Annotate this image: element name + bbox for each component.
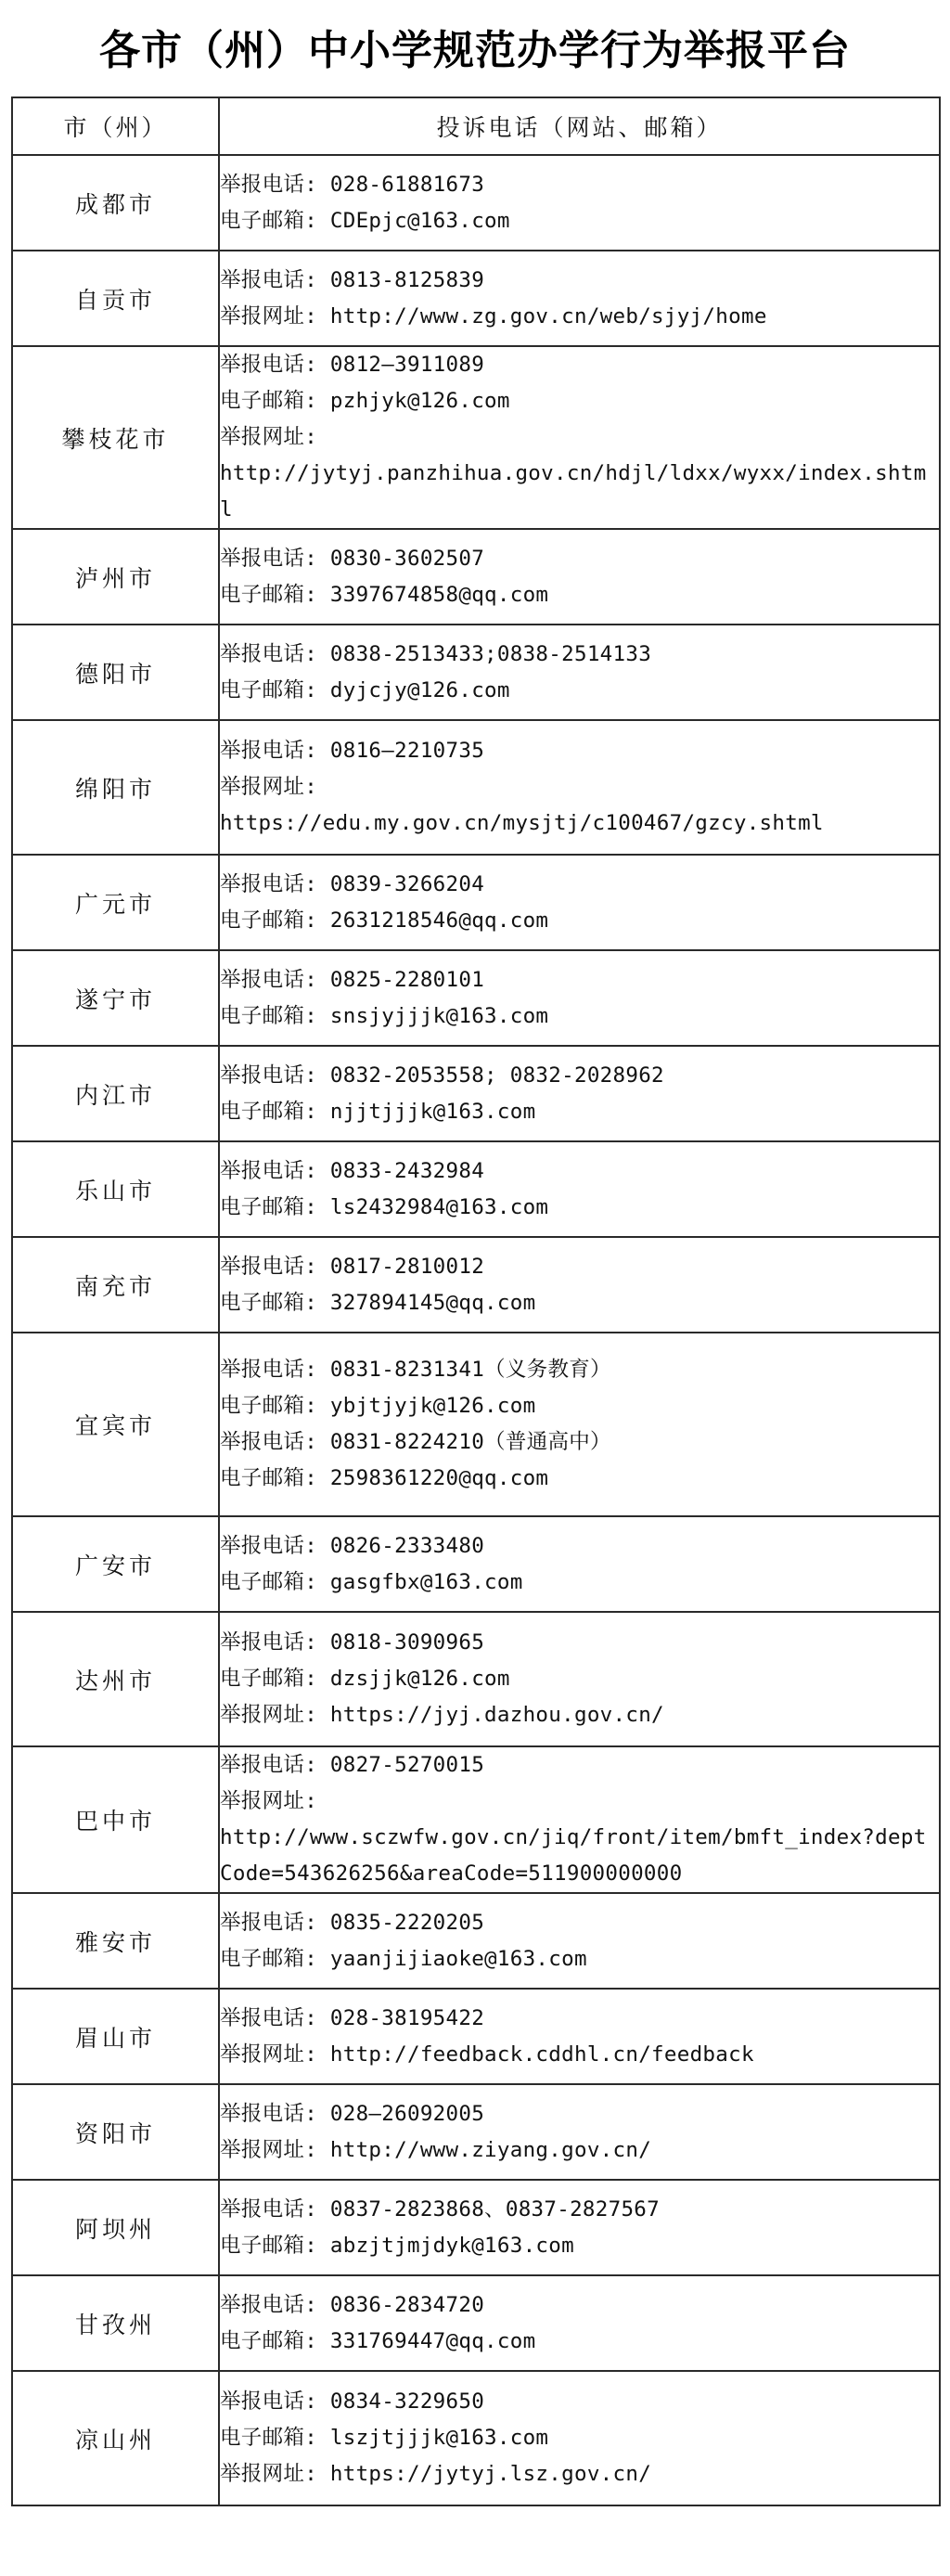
contact-line: 举报网址: — [220, 1789, 318, 1813]
contact-line: 电子邮箱: 327894145@qq.com — [220, 1290, 536, 1315]
contact-info — [219, 1746, 940, 1893]
contact-line: 举报网址: — [220, 775, 318, 799]
city-name: 广元市 — [12, 855, 219, 950]
city-name: 宜宾市 — [12, 1333, 219, 1516]
contact-line: 举报网址: http://feedback.cddhl.cn/feedback — [220, 2041, 754, 2067]
contact-line: 电子邮箱: pzhjyk@126.com — [220, 389, 510, 413]
city-name: 内江市 — [12, 1046, 219, 1141]
contact-info — [219, 1237, 940, 1333]
contact-info — [219, 1516, 940, 1612]
contact-line: 举报电话: 0831-8231341（义务教育） — [220, 1358, 611, 1382]
city-name: 德阳市 — [12, 625, 219, 720]
table-row — [12, 2275, 940, 2371]
contact-info — [219, 720, 940, 855]
contact-info — [219, 529, 940, 625]
contact-info — [219, 1893, 940, 1989]
contact-info — [219, 155, 940, 251]
header-contact: 投诉电话（网站、邮箱） — [219, 97, 940, 155]
city-name: 达州市 — [12, 1612, 219, 1746]
contact-line: 举报电话: 0825-2280101 — [220, 967, 485, 992]
city-name: 泸州市 — [12, 529, 219, 625]
table-row — [12, 155, 940, 251]
contact-line: 举报电话: 0816—2210735 — [220, 739, 485, 763]
city-name: 雅安市 — [12, 1893, 219, 1989]
contact-line: 举报电话: 0832-2053558; 0832-2028962 — [220, 1063, 664, 1088]
city-name: 眉山市 — [12, 1989, 219, 2084]
table-row — [12, 1612, 940, 1746]
contact-line: https://edu.my.gov.cn/mysjtj/c100467/gzcy.shtml — [220, 811, 824, 835]
table-row — [12, 2371, 940, 2505]
contact-line: 举报网址: — [220, 425, 318, 449]
table-row — [12, 1516, 940, 1612]
contact-info — [219, 855, 940, 950]
table-body — [12, 155, 940, 2505]
contact-line: 电子邮箱: lszjtjjjk@163.com — [220, 2426, 549, 2450]
contact-info — [219, 346, 940, 529]
table-row — [12, 625, 940, 720]
contact-line: 举报电话: 0826-2333480 — [220, 1533, 485, 1558]
contact-line: 举报电话: 0837-2823868、0837-2827567 — [220, 2196, 660, 2222]
city-name: 成都市 — [12, 155, 219, 251]
contact-line: 电子邮箱: gasgfbx@163.com — [220, 1569, 523, 1594]
contact-line: 举报网址: http://www.ziyang.gov.cn/ — [220, 2137, 652, 2162]
contact-info — [219, 2275, 940, 2371]
contact-line: 举报电话: 028-61881673 — [220, 172, 485, 197]
contact-info — [219, 1333, 940, 1516]
table-row — [12, 2084, 940, 2180]
contact-line: 电子邮箱: ybjtjyjk@126.com — [220, 1394, 536, 1418]
contact-line: 电子邮箱: 2598361220@qq.com — [220, 1466, 549, 1490]
table-row — [12, 529, 940, 625]
contact-line: 电子邮箱: snsjyjjjk@163.com — [220, 1003, 549, 1028]
table-row — [12, 2180, 940, 2275]
city-name: 甘孜州 — [12, 2275, 219, 2371]
city-name: 资阳市 — [12, 2084, 219, 2180]
contact-line: 电子邮箱: 2631218546@qq.com — [220, 908, 549, 933]
city-name: 阿坝州 — [12, 2180, 219, 2275]
contact-line: 举报电话: 0831-8224210（普通高中） — [220, 1430, 611, 1454]
contact-line: 电子邮箱: CDEpjc@163.com — [220, 208, 510, 233]
contact-line: 电子邮箱: njjtjjjk@163.com — [220, 1099, 536, 1124]
contact-line: 举报电话: 0813-8125839 — [220, 267, 485, 292]
table-row — [12, 1046, 940, 1141]
contact-line: http://www.sczwfw.gov.cn/jiq/front/item/bmft_index?deptCode=543626256&areaCode=511900000000 — [220, 1825, 927, 1886]
table-row — [12, 1989, 940, 2084]
city-name: 巴中市 — [12, 1746, 219, 1893]
contact-line: 举报电话: 0830-3602507 — [220, 546, 485, 571]
city-name: 乐山市 — [12, 1141, 219, 1237]
contact-info — [219, 1046, 940, 1141]
city-name: 南充市 — [12, 1237, 219, 1333]
contact-line: 电子邮箱: 331769447@qq.com — [220, 2328, 536, 2353]
table-row — [12, 1141, 940, 1237]
contact-line: 举报电话: 0839-3266204 — [220, 871, 485, 896]
contact-line: 举报电话: 0827-5270015 — [220, 1753, 485, 1777]
contact-line: 举报电话: 028-38195422 — [220, 2005, 485, 2030]
contact-info — [219, 251, 940, 346]
city-name: 遂宁市 — [12, 950, 219, 1046]
contact-info — [219, 2180, 940, 2275]
contact-info — [219, 2371, 940, 2505]
report-platform-table — [11, 97, 941, 2506]
contact-line: 电子邮箱: dyjcjy@126.com — [220, 677, 510, 702]
contact-info — [219, 1612, 940, 1746]
contact-info — [219, 1141, 940, 1237]
contact-line: 举报电话: 0836-2834720 — [220, 2292, 485, 2317]
table-row — [12, 1333, 940, 1516]
contact-line: 举报网址: https://jytyj.lsz.gov.cn/ — [220, 2462, 652, 2486]
city-name: 绵阳市 — [12, 720, 219, 855]
contact-line: 举报网址: http://www.zg.gov.cn/web/sjyj/home — [220, 303, 767, 328]
city-name: 凉山州 — [12, 2371, 219, 2505]
table-row — [12, 855, 940, 950]
contact-info — [219, 950, 940, 1046]
page-title: 各市（州）中小学规范办学行为举报平台 — [99, 27, 851, 74]
table-row — [12, 251, 940, 346]
table-row — [12, 1893, 940, 1989]
header-city: 市（州） — [12, 97, 219, 155]
contact-line: 电子邮箱: 3397674858@qq.com — [220, 582, 549, 607]
table-row — [12, 1237, 940, 1333]
contact-line: 举报电话: 0838-2513433;0838-2514133 — [220, 641, 652, 666]
contact-line: 举报电话: 0834-3229650 — [220, 2389, 485, 2414]
contact-line: 举报电话: 028—26092005 — [220, 2101, 485, 2126]
contact-line: 电子邮箱: dzsjjk@126.com — [220, 1667, 510, 1691]
city-name: 自贡市 — [12, 251, 219, 346]
contact-line: 举报电话: 0812—3911089 — [220, 353, 485, 377]
table-row — [12, 950, 940, 1046]
contact-info — [219, 625, 940, 720]
contact-line: 举报网址: https://jyj.dazhou.gov.cn/ — [220, 1703, 664, 1727]
contact-line: 举报电话: 0835-2220205 — [220, 1910, 485, 1935]
table-row — [12, 346, 940, 529]
contact-info — [219, 2084, 940, 2180]
contact-line: http://jytyj.panzhihua.gov.cn/hdjl/ldxx/wyxx/index.shtml — [220, 461, 927, 522]
city-name: 攀枝花市 — [12, 346, 219, 529]
contact-line: 举报电话: 0817-2810012 — [220, 1254, 485, 1279]
table-header-row — [12, 97, 940, 155]
contact-line: 举报电话: 0818-3090965 — [220, 1630, 485, 1655]
table-row — [12, 1746, 940, 1893]
table-row — [12, 720, 940, 855]
contact-line: 电子邮箱: yaanjijiaoke@163.com — [220, 1946, 587, 1971]
contact-line: 电子邮箱: abzjtjmjdyk@163.com — [220, 2233, 574, 2258]
contact-line: 电子邮箱: ls2432984@163.com — [220, 1194, 549, 1219]
contact-info — [219, 1989, 940, 2084]
city-name: 广安市 — [12, 1516, 219, 1612]
contact-line: 举报电话: 0833-2432984 — [220, 1158, 485, 1183]
